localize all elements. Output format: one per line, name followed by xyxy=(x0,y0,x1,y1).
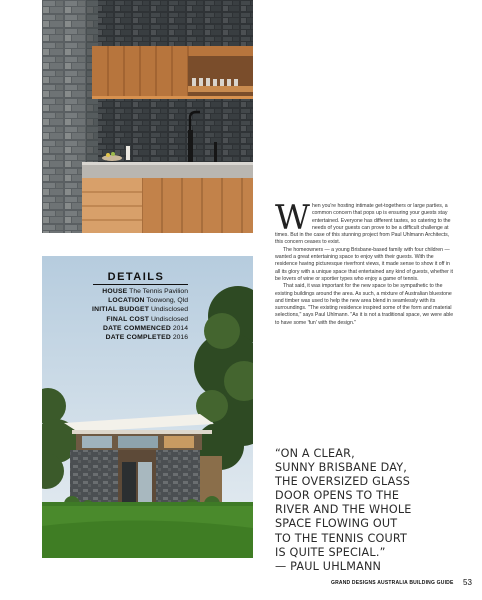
article-paragraph-1: When you're hosting intimate get-togethers or large parties, a common concern that pops up is ensuring your guests stay entertained. Everyone has different tastes, so catering to the needs of your guests can prove to be a difficult challenge at times. But in the case of this stunning project from Paul Uhlmann Architects, this concern ceases to exist. xyxy=(275,198,451,246)
details-row-date-commenced: DATE COMMENCED 2014 xyxy=(102,324,188,332)
article-paragraph-3: That said, it was important for the new space to be sympathetic to the existing buildings around the area. As such, a mixture of Australian bluestone and timber was used to help the new area blend in seamlessly with its surroundings. "The existing residence inspired some of the form and material selections," says Paul Uhlmann. "As it is not a traditional space, we were able to have some 'fun' with the design." xyxy=(275,283,454,326)
details-heading: DETAILS xyxy=(107,271,165,283)
details-row-location: LOCATION Toowong, Qld xyxy=(108,297,188,305)
drop-cap: W xyxy=(275,198,309,238)
pull-quote-line: “ON A CLEAR, xyxy=(275,447,355,460)
pull-quote-line: TO THE TENNIS COURT xyxy=(275,531,408,545)
details-divider xyxy=(93,284,188,285)
pull-quote-line: RIVER AND THE WHOLE xyxy=(275,503,412,517)
pull-quote-line: DOOR OPENS TO THE xyxy=(275,489,400,503)
article-body xyxy=(275,198,455,327)
pull-quote-line: IS QUITE SPECIAL.” xyxy=(275,545,386,559)
pull-quote-attribution: — PAUL UHLMANN xyxy=(275,559,382,573)
details-row-date-completed: DATE COMPLETED 2016 xyxy=(105,334,188,342)
details-row-initial-budget: INITIAL BUDGET Undisclosed xyxy=(92,306,188,314)
details-row-house: HOUSE The Tennis Pavilion xyxy=(102,288,188,295)
kitchen-photo xyxy=(42,0,253,233)
page-number: 53 xyxy=(463,578,472,587)
article-paragraph-2: The homeowners — a young Brisbane-based family with four children — wanted a great entertaining space to enjoy with their guests. With the residence having picturesque riverfront views, it made sense to show it off in all its glory with a unique space that entertained any kind of guests, whether it be lovers of wine or sportier types who enjoy a game of tennis. xyxy=(275,246,453,282)
footer-publication: GRAND DESIGNS AUSTRALIA BUILDING GUIDE xyxy=(331,580,454,586)
details-row-final-cost: FINAL COST Undisclosed xyxy=(106,315,188,323)
pull-quote-line: SUNNY BRISBANE DAY, xyxy=(275,461,407,475)
pull-quote-line: SPACE FLOWING OUT xyxy=(275,517,398,531)
pull-quote xyxy=(275,447,475,574)
pull-quote-line: THE OVERSIZED GLASS xyxy=(275,475,411,489)
details-box xyxy=(48,271,188,342)
